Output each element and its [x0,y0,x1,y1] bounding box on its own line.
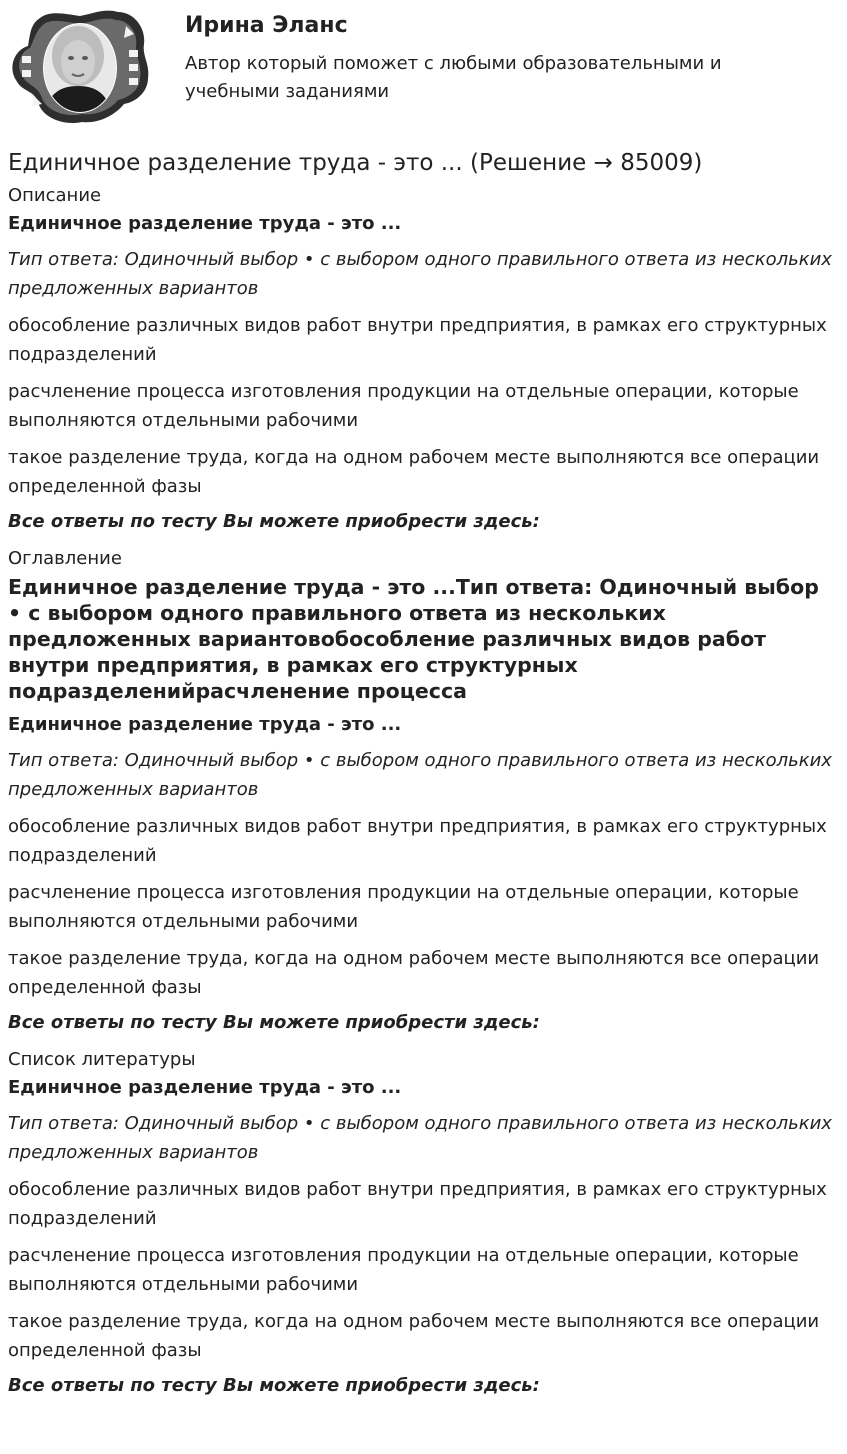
question-title: Единичное разделение труда - это ... [8,714,402,735]
section-label-literature: Список литературы [8,1049,196,1070]
answer-option-1: обособление различных видов работ внутри предприятия, в рамках его структурных подразделений [8,1179,827,1229]
author-header [8,0,839,130]
section-label-toc: Оглавление [8,548,122,569]
toc-section [8,547,839,1036]
question-title: Единичное разделение труда - это ... [8,1077,402,1098]
purchase-answers-text: Все ответы по тесту Вы можете приобрести здесь: [8,511,540,532]
answer-option-3: такое разделение труда, когда на одном рабочем месте выполняются все операции определенной фазы [8,447,820,497]
section-label-description: Описание [8,185,102,206]
answer-type: Тип ответа: Одиночный выбор • с выбором одного правильного ответа из нескольких предложенных вариантов [8,1113,832,1163]
answer-option-3: такое разделение труда, когда на одном рабочем месте выполняются все операции определенной фазы [8,948,820,998]
answer-option-2: расчленение процесса изготовления продукции на отдельные операции, которые выполняются отдельными рабочими [8,882,799,932]
author-description: Автор который поможет с любыми образовательными и учебными заданиями [185,53,722,102]
purchase-answers-text: Все ответы по тесту Вы можете приобрести здесь: [8,1012,540,1033]
author-avatar [8,6,152,126]
toc-heading: Единичное разделение труда - это ...Тип ответа: Одиночный выбор • с выбором одного правильного ответа из нескольких предложенных вариантовобособление различных видов работ внутри предприятия, в рамках его структурных подразделенийрасчленение процесса [8,575,819,703]
answer-option-2: расчленение процесса изготовления продукции на отдельные операции, которые выполняются отдельными рабочими [8,381,799,431]
answer-type: Тип ответа: Одиночный выбор • с выбором одного правильного ответа из нескольких предложенных вариантов [8,750,832,800]
description-section [8,184,839,535]
answer-option-1: обособление различных видов работ внутри предприятия, в рамках его структурных подразделений [8,816,827,866]
answer-type: Тип ответа: Одиночный выбор • с выбором одного правильного ответа из нескольких предложенных вариантов [8,249,832,299]
author-name: Ирина Эланс [185,13,348,38]
answer-option-2: расчленение процесса изготовления продукции на отдельные операции, которые выполняются отдельными рабочими [8,1245,799,1295]
answer-option-3: такое разделение труда, когда на одном рабочем месте выполняются все операции определенной фазы [8,1311,820,1361]
page [8,0,839,1411]
literature-section [8,1048,839,1399]
purchase-answers-text: Все ответы по тесту Вы можете приобрести здесь: [8,1375,540,1396]
answer-option-1: обособление различных видов работ внутри предприятия, в рамках его структурных подразделений [8,315,827,365]
question-title: Единичное разделение труда - это ... [8,213,402,234]
avatar-film-frame-image [8,6,152,126]
page-title: Единичное разделение труда - это ... (Решение → 85009) [8,150,703,176]
